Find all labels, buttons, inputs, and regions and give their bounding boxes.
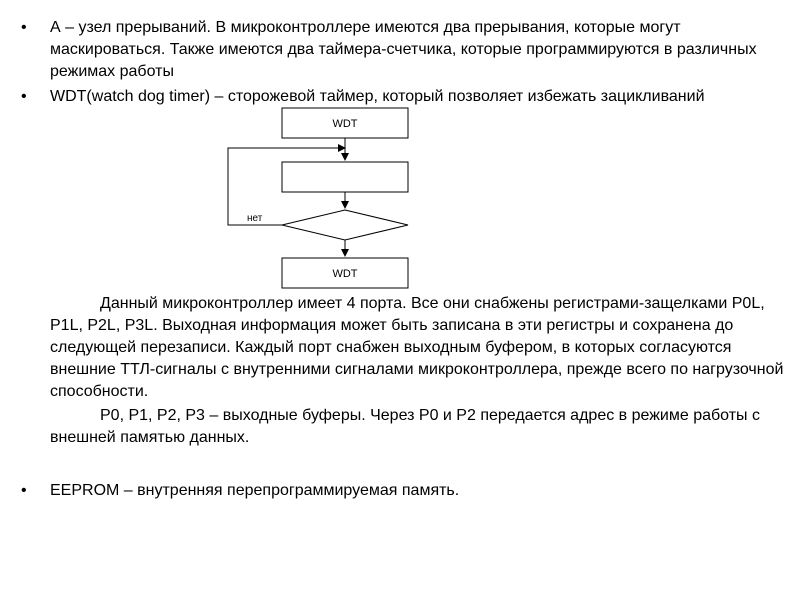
- bullet-text-interrupts: А – узел прерываний. В микроконтроллере имеются два прерывания, которые могут маскироваться. Также имеются два таймера-счетчика, которые программируются в различных режимах работы: [50, 19, 757, 80]
- flowchart-bottom-box-label: WDT: [332, 268, 358, 280]
- bullet-text-eeprom: EEPROM – внутренняя перепрограммируемая память.: [50, 482, 460, 499]
- bullet-marker: •: [21, 19, 27, 36]
- flowchart-top-box-label: WDT: [332, 118, 358, 130]
- flowchart-decision-diamond: [282, 210, 408, 240]
- paragraph-ports: Данный микроконтроллер имеет 4 порта. Все они снабжены регистрами-защелками P0L, P1L, P2L, P3L. Выходная информация может быть записана в эти регистры и сохранена до следующей перезаписи. Каждый порт снабжен выходным буфером, в которых согласуются внешние ТТЛ-сигналы с внутренними сигналами микроконтроллера, прежде всего по нагрузочной способности.: [50, 295, 784, 400]
- bullet-text-wdt: WDT(watch dog timer) – сторожевой таймер, который позволяет избежать зацикливаний: [50, 88, 705, 105]
- bullet-marker: •: [21, 88, 27, 105]
- paragraph-output-buffers: P0, P1, P2, P3 – выходные буферы. Через P0 и P2 передается адрес в режиме работы с внешней памятью данных.: [50, 407, 760, 446]
- flowchart-middle-box: [282, 162, 408, 192]
- bullet-marker: •: [21, 482, 27, 499]
- flowchart-no-label: нет: [247, 213, 263, 224]
